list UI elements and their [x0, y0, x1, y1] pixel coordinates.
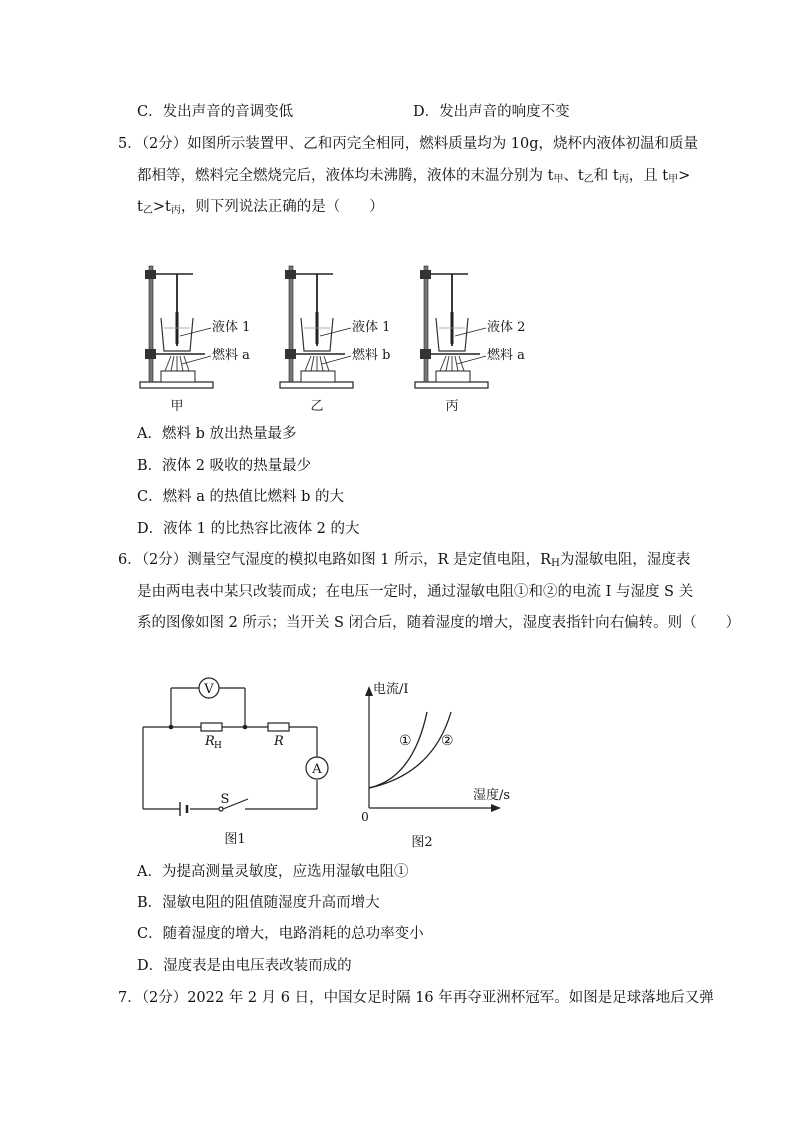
apparatus-caption: 丙 — [445, 399, 459, 414]
q4-option-c: C．发出声音的音调变低 — [137, 104, 294, 120]
apparatus-yi — [280, 266, 390, 414]
voltmeter-symbol: V — [204, 682, 214, 697]
q6-stem-line2: 是由两电表中某只改装而成；在电压一定时，通过湿敏电阻①和②的电流 I 与湿度 S 关 — [137, 584, 694, 600]
q4-option-d: D．发出声音的响度不变 — [413, 104, 570, 120]
curve-1-label: ① — [399, 733, 412, 749]
ammeter-symbol: A — [312, 762, 322, 777]
graph-ylabel: 电流/I — [373, 682, 409, 697]
q6-option-c: C．随着湿度的增大，电路消耗的总功率变小 — [137, 926, 424, 942]
q6-option-a: A．为提高测量灵敏度，应选用湿敏电阻① — [137, 864, 409, 880]
q5-stem-line2: 都相等，燃料完全燃烧完后，液体均未沸腾，液体的末温分别为 $t_甲$、$t_乙$和 $t_丙$，且 $t_甲>$ — [137, 168, 691, 185]
graph-origin: 0 — [361, 810, 369, 824]
curve-1 — [369, 712, 427, 788]
rh-subscript: H — [214, 741, 222, 751]
r-label: R — [274, 734, 284, 749]
q6-option-d: D．湿度表是由电压表改装而成的 — [137, 958, 352, 974]
q5-stem-line1: 5．（2分）如图所示装置甲、乙和丙完全相同，燃料质量均为 10g，烧杯内液体初温和质量 — [118, 136, 699, 152]
q5-stem-line3: $t_乙>t_丙$，则下列说法正确的是（ ） — [137, 199, 384, 216]
curve-2-label: ② — [441, 733, 454, 749]
q6-stem-line1: 6．（2分）测量空气湿度的模拟电路如图 1 所示，R 是定值电阻，$R_H$为湿敏电阻，湿度表 — [118, 552, 691, 569]
figure1-caption: 图1 — [224, 832, 246, 847]
q5-apparatus-figure — [135, 258, 535, 418]
curve-2 — [369, 712, 451, 788]
fuel-label: 燃料 b — [352, 348, 391, 363]
q6-stem-line3: 系的图像如图 2 所示；当开关 S 闭合后，随着湿度的增大，湿度表指针向右偏转。则（ ） — [137, 615, 741, 631]
q7-stem-line1: 7．（2分）2022 年 2 月 6 日，中国女足时隔 16 年再夺亚洲杯冠军。如图是足球落地后又弹 — [118, 990, 714, 1006]
apparatus-jia — [140, 266, 250, 414]
q6-option-b: B．湿敏电阻的阻值随湿度升高而增大 — [137, 895, 380, 911]
fuel-label: 燃料 a — [212, 348, 250, 363]
q6-circuit-figure — [135, 672, 345, 850]
apparatus-bing — [415, 266, 525, 414]
liquid-label: 液体 2 — [487, 320, 526, 335]
liquid-label: 液体 1 — [352, 320, 391, 335]
q6-graph-figure — [355, 672, 535, 850]
apparatus-caption: 乙 — [310, 399, 324, 414]
graph-xlabel: 湿度/s — [473, 788, 511, 803]
figure2-caption: 图2 — [411, 835, 433, 850]
q5-option-c: C．燃料 a 的热值比燃料 b 的大 — [137, 489, 344, 505]
q5-option-d: D．液体 1 的比热容比液体 2 的大 — [137, 521, 360, 537]
q5-option-b: B．液体 2 吸收的热量最少 — [137, 458, 312, 474]
liquid-label: 液体 1 — [212, 320, 251, 335]
q5-option-a: A．燃料 b 放出热量最多 — [137, 426, 297, 442]
rh-label: R — [205, 734, 215, 749]
fuel-label: 燃料 a — [487, 348, 525, 363]
switch-label: S — [220, 792, 230, 807]
apparatus-caption: 甲 — [170, 399, 184, 414]
